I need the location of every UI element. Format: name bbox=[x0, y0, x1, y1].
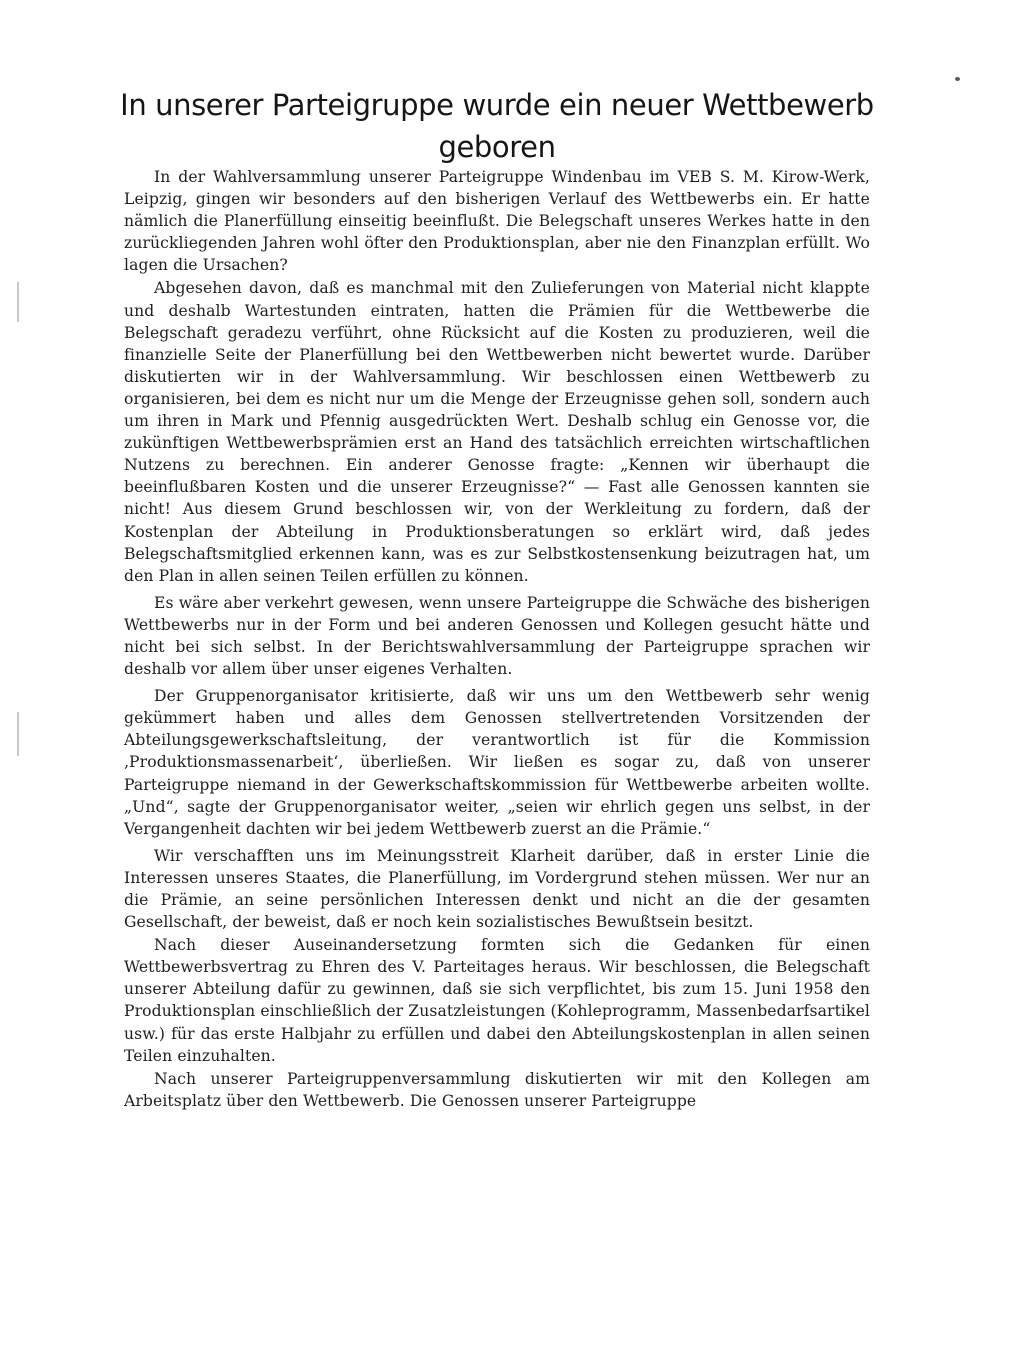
paragraph: Abgesehen davon, daß es manchmal mit den Zulieferungen von Material nicht klappte und deshalb Wartestunden eintraten, hatten die Prämien für die Wettbewerbe die Belegschaft geradezu verführt, ohne Rücksicht auf die Kosten zu produzieren, weil die finanzielle Seite der Planerfüllung bei den Wettbewerben nicht bewertet wurde. Darüber diskutierten wir in der Wahlversammlung. Wir beschlossen einen Wettbewerb zu organisieren, bei dem es nicht nur um die Menge der Erzeugnisse gehen soll, sondern auch um ihren in Mark und Pfennig ausgedrückten Wert. Deshalb schlug ein Genosse vor, die zukünftigen Wettbewerbsprämien erst an Hand des tatsächlich erreichten wirtschaftlichen Nutzens zu berechnen. Ein anderer Genosse fragte: „Kennen wir überhaupt die beeinflußbaren Kosten und die unserer Erzeugnisse?“ — Fast alle Genossen kannten sie nicht! Aus diesem Grund beschlossen wir, von der Werkleitung zu fordern, daß der Kostenplan der Abteilung in Produktionsberatungen so erklärt wird, daß jedes Belegschaftsmitglied erkennen kann, was es zur Selbstkostensenkung beizutragen hat, um den Plan in allen seinen Teilen erfüllen zu können. bbox=[124, 279, 870, 585]
paragraph: Es wäre aber verkehrt gewesen, wenn unsere Parteigruppe die Schwäche des bisherigen Wettbewerbs nur in der Form und bei anderen Genossen und Kollegen gesucht hätte und nicht bei sich selbst. In der Berichtswahlversammlung der Parteigruppe sprachen wir deshalb vor allem über unser eigenes Verhalten. bbox=[124, 593, 870, 679]
scan-edge-mark bbox=[17, 282, 19, 322]
article-title: In unserer Parteigruppe wurde ein neuer Wettbewerb geboren bbox=[120, 88, 874, 164]
paragraph: Nach dieser Auseinandersetzung formten sich die Gedanken für einen Wettbewerbsvertrag zu Ehren des V. Parteitages heraus. Wir beschlossen, die Belegschaft unserer Abteilung dafür zu gewinnen, daß sie sich verpflichtet, bis zum 15. Juni 1958 den Produktionsplan einschließlich der Zusatzleistungen (Kohleprogramm, Massenbedarfsartikel usw.) für das erste Halbjahr zu erfüllen und dabei den Abteilungskostenplan in allen seinen Teilen einzuhalten. bbox=[124, 936, 870, 1065]
article-body bbox=[124, 166, 870, 1113]
paragraph: Der Gruppenorganisator kritisierte, daß wir uns um den Wettbewerb sehr wenig gekümmert haben und alles dem Genossen stellvertretenden Vorsitzenden der Abteilungsgewerkschaftsleitung, der verantwortlich ist für die Kommission ‚Produktionsmassenarbeit‘, überließen. Wir ließen es sogar zu, daß von unserer Parteigruppe niemand in der Gewerkschaftskommission für Wettbewerbe arbeiten wollte. „Und“, sagte der Gruppenorganisator weiter, „seien wir ehrlich gegen uns selbst, in der Vergangenheit dachten wir bei jedem Wettbewerb zuerst an die Prämie.“ bbox=[124, 687, 870, 838]
scan-edge-mark bbox=[17, 712, 19, 756]
ink-speck bbox=[955, 77, 960, 81]
paragraph: Nach unserer Parteigruppenversammlung diskutierten wir mit den Kollegen am Arbeitsplatz über den Wettbewerb. Die Genossen unserer Parteigruppe bbox=[124, 1069, 870, 1110]
paragraph: In der Wahlversammlung unserer Parteigruppe Windenbau im VEB S. M. Kirow-Werk, Leipzig, gingen wir besonders auf den bisherigen Verlauf des Wettbewerbs ein. Er hatte nämlich die Planerfüllung einseitig beeinflußt. Die Belegschaft unseres Werkes hatte in den zurückliegenden Jahren wohl öfter den Produktionsplan, aber nie den Finanzplan erfüllt. Wo lagen die Ursachen? bbox=[124, 168, 870, 275]
paragraph: Wir verschafften uns im Meinungsstreit Klarheit darüber, daß in erster Linie die Interessen unseres Staates, die Planerfüllung, im Vordergrund stehen müssen. Wer nur an die Prämie, an seine persönlichen Interessen denkt und nicht an die der gesamten Gesellschaft, der beweist, daß er noch kein sozialistisches Bewußtsein besitzt. bbox=[124, 846, 870, 932]
